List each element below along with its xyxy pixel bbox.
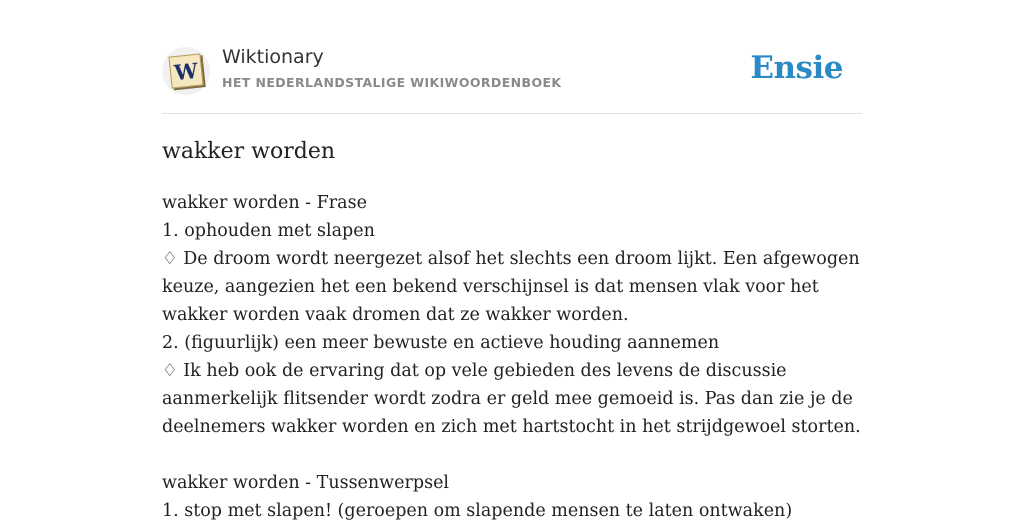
example-line: ♢ De droom wordt neergezet alsof het slechts een droom lijkt. Een afgewogen keuze, aangezien het een bekend verschijnsel is dat mensen vlak voor het wakker worden vaak dromen dat ze wakker worden.	[162, 249, 860, 325]
entry-spacer	[162, 441, 862, 469]
entry-frase	[162, 189, 862, 441]
page-title: wakker worden	[162, 139, 336, 164]
page	[162, 0, 862, 521]
site-header	[162, 0, 862, 114]
entry-heading: wakker worden - Tussenwerpsel	[162, 473, 450, 493]
definition-line: 1. ophouden met slapen	[162, 221, 375, 241]
logo-letter: W	[172, 57, 200, 85]
entry-tussenwerpsel	[162, 469, 862, 525]
definition-line: 1. stop met slapen! (geroepen om slapende mensen te laten ontwaken)	[162, 501, 793, 521]
definition-line: 2. (figuurlijk) een meer bewuste en actieve houding aannemen	[162, 333, 720, 353]
logo-tile-icon	[168, 53, 203, 88]
example-line: ♢ Ik heb ook de ervaring dat op vele gebieden des levens de discussie aanmerkelijk flitsender wordt zodra er geld mee gemoeid is. Pas dan zie je de deelnemers wakker worden en zich met hartstocht in het strijdgewoel storten.	[162, 361, 861, 437]
site-title[interactable]: Wiktionary	[222, 46, 324, 68]
site-subtitle: HET NEDERLANDSTALIGE WIKIWOORDENBOEK	[222, 75, 562, 90]
ensie-brand-logo[interactable]: Ensie	[750, 50, 843, 86]
entry-heading: wakker worden - Frase	[162, 193, 367, 213]
main-content	[162, 134, 862, 525]
wiktionary-logo[interactable]	[162, 47, 210, 95]
